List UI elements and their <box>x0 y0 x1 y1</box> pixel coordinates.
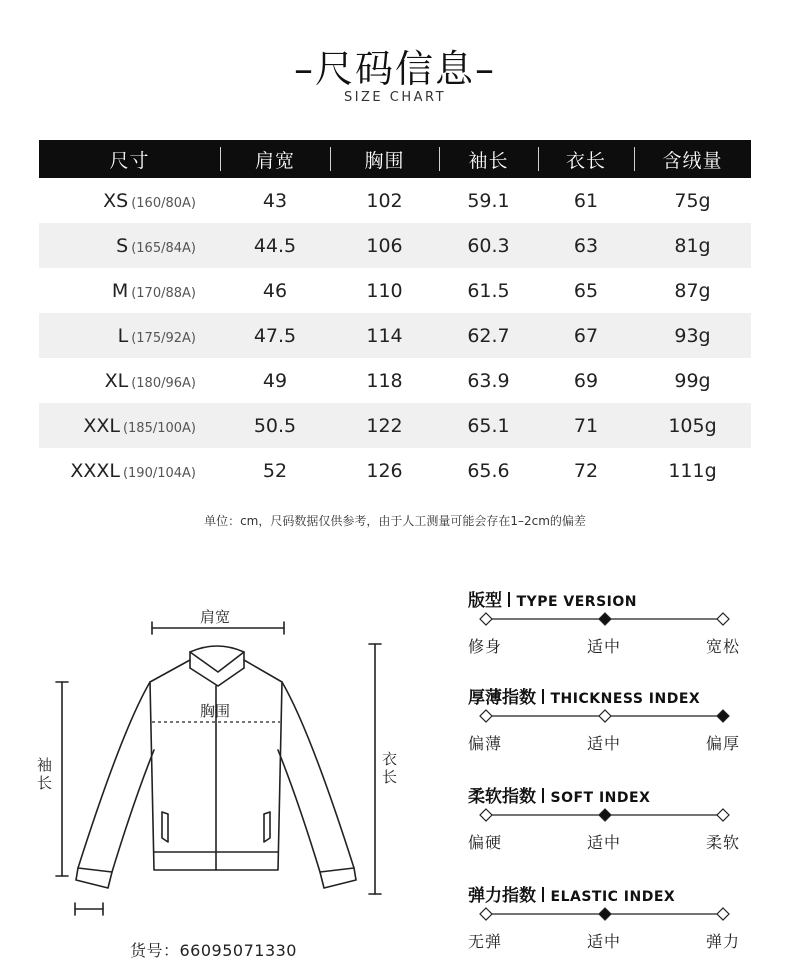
size-cell <box>39 178 220 223</box>
measurement-cell: 81g <box>634 223 751 268</box>
measurement-cell: 71 <box>538 403 634 448</box>
scale-marker-icon <box>717 613 729 625</box>
size-spec: (165/84A) <box>131 240 196 256</box>
col-header-sleeve: 袖长 <box>439 140 538 178</box>
measurement-cell: 44.5 <box>220 223 330 268</box>
scale-label: 偏硬 <box>468 833 503 852</box>
scale-marker-icon <box>717 908 729 920</box>
col-header-length: 衣长 <box>538 140 634 178</box>
scale-label: 弹力 <box>706 932 741 951</box>
index-scale <box>468 705 758 727</box>
index-scale <box>468 804 758 826</box>
size-chart-table <box>39 140 751 493</box>
size-cell <box>39 313 220 358</box>
measurement-cell: 122 <box>330 403 439 448</box>
measurement-cell: 118 <box>366 369 403 392</box>
table-row <box>39 313 751 358</box>
scale-marker-icon <box>480 613 492 625</box>
table-row <box>39 403 751 448</box>
scale-label: 偏厚 <box>706 734 741 753</box>
measurement-cell: 75g <box>674 189 711 212</box>
scale-label: 偏薄 <box>468 734 503 753</box>
size-spec: (170/88A) <box>131 285 196 301</box>
size-code: XS <box>103 189 129 212</box>
table-row <box>39 448 751 493</box>
index-title-cn: 版型 <box>468 591 502 611</box>
measurement-cell: 106 <box>330 223 439 268</box>
measurement-cell: 61.5 <box>467 279 510 302</box>
measurement-cell: 72 <box>573 459 599 482</box>
selected-marker-icon <box>599 613 611 625</box>
col-header-chest: 胸围 <box>330 140 439 178</box>
scale-label: 适中 <box>587 637 622 656</box>
measurement-cell: 102 <box>366 189 403 212</box>
measurement-cell: 43 <box>262 189 288 212</box>
size-code: S <box>116 234 129 257</box>
size-code: XL <box>104 369 129 392</box>
scale-marker-icon <box>480 809 492 821</box>
sku-number: 货号：66095071330 <box>130 941 297 960</box>
measurement-cell: 110 <box>366 279 403 302</box>
shoulder-label: 肩宽 <box>200 608 231 626</box>
index-title-en: ELASTIC INDEX <box>550 889 676 905</box>
scale-label: 适中 <box>587 932 622 951</box>
index-labels <box>468 634 758 656</box>
page-subtitle: SIZE CHART <box>343 90 447 105</box>
measurement-cell: 49 <box>262 369 288 392</box>
scale-label: 修身 <box>468 637 503 656</box>
measurement-cell: 52 <box>262 459 288 482</box>
index-title-cn: 柔软指数 <box>468 787 536 807</box>
size-cell <box>39 268 220 313</box>
measurement-cell: 99g <box>674 369 711 392</box>
length-label: 衣长 <box>382 750 398 786</box>
col-header-shoulder: 肩宽 <box>220 140 330 178</box>
measurement-cell: 46 <box>262 279 288 302</box>
table-row <box>39 358 751 403</box>
index-scale <box>468 903 758 925</box>
measurement-cell: 50.5 <box>220 403 330 448</box>
measurement-cell: 60.3 <box>439 223 538 268</box>
measurement-cell: 65 <box>573 279 599 302</box>
index-divider <box>542 887 544 902</box>
size-code: M <box>111 279 129 302</box>
measurement-cell: 126 <box>366 459 403 482</box>
measurement-cell: 62.7 <box>439 313 538 358</box>
table-row <box>39 223 751 268</box>
measurement-cell: 111g <box>668 459 717 482</box>
scale-marker-icon <box>717 809 729 821</box>
selected-marker-icon <box>599 908 611 920</box>
index-title-en: TYPE VERSION <box>516 594 637 610</box>
jacket-outline-svg <box>30 590 410 930</box>
index-divider <box>508 592 510 607</box>
measurement-cell: 65.6 <box>467 459 510 482</box>
size-code: XXL <box>83 414 120 437</box>
index-labels <box>468 929 758 951</box>
measurement-cell: 93g <box>634 313 751 358</box>
measurement-cell: 105g <box>634 403 751 448</box>
measurement-cell: 69 <box>573 369 599 392</box>
index-title-cn: 弹力指数 <box>468 886 536 906</box>
measurement-cell: 61 <box>573 189 599 212</box>
col-header-size: 尺寸 <box>39 140 220 178</box>
size-spec: (190/104A) <box>122 465 196 481</box>
scale-label: 宽松 <box>706 637 741 656</box>
measurement-cell: 63 <box>538 223 634 268</box>
jacket-diagram <box>30 590 410 930</box>
size-cell <box>39 223 220 268</box>
index-labels <box>468 731 758 753</box>
size-cell <box>39 403 220 448</box>
size-spec: (180/96A) <box>131 375 196 391</box>
scale-label: 适中 <box>587 734 622 753</box>
table-header-row <box>39 140 751 178</box>
measurement-cell: 47.5 <box>220 313 330 358</box>
index-labels <box>468 830 758 852</box>
measurement-cell: 59.1 <box>467 189 510 212</box>
measurement-note: 单位：cm，尺码数据仅供参考，由于人工测量可能会存在1–2cm的偏差 <box>204 514 586 528</box>
page-title: –尺码信息– <box>293 47 496 91</box>
index-title-en: SOFT INDEX <box>550 790 651 806</box>
sleeve-label: 袖长 <box>37 756 53 792</box>
selected-marker-icon <box>599 809 611 821</box>
index-divider <box>542 689 544 704</box>
scale-label: 适中 <box>587 833 622 852</box>
index-title-en: THICKNESS INDEX <box>550 691 701 707</box>
col-header-down: 含绒量 <box>634 140 751 178</box>
scale-marker-icon <box>480 908 492 920</box>
scale-marker-icon <box>480 710 492 722</box>
size-cell <box>39 358 220 403</box>
measurement-cell: 87g <box>674 279 711 302</box>
index-scale <box>468 608 758 630</box>
table-row <box>39 178 751 223</box>
size-spec: (160/80A) <box>131 195 196 211</box>
scale-label: 无弹 <box>468 932 503 951</box>
table-row <box>39 268 751 313</box>
size-spec: (185/100A) <box>122 420 196 436</box>
scale-label: 柔软 <box>706 833 741 852</box>
measurement-cell: 114 <box>330 313 439 358</box>
scale-marker-icon <box>599 710 611 722</box>
measurement-cell: 63.9 <box>467 369 510 392</box>
size-code: L <box>117 324 129 347</box>
index-title-cn: 厚薄指数 <box>468 688 536 708</box>
size-spec: (175/92A) <box>131 330 196 346</box>
size-cell <box>39 448 220 493</box>
selected-marker-icon <box>717 710 729 722</box>
index-divider <box>542 788 544 803</box>
measurement-cell: 67 <box>538 313 634 358</box>
chest-label: 胸围 <box>200 702 231 720</box>
measurement-cell: 65.1 <box>439 403 538 448</box>
size-code: XXXL <box>70 459 120 482</box>
